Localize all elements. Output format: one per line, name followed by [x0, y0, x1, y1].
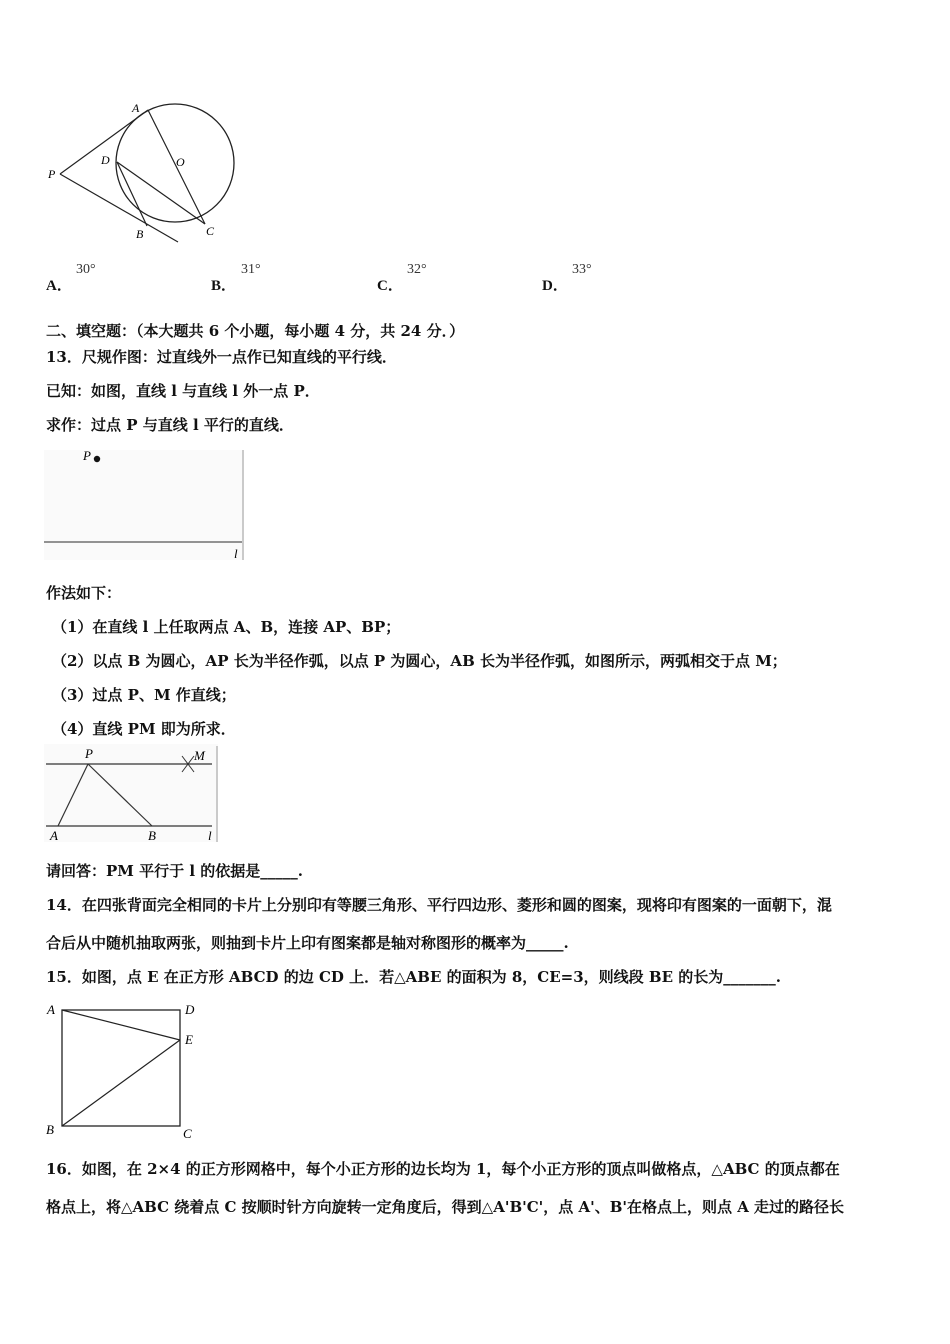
label-d: D [101, 153, 110, 167]
section-heading: 二、填空题：（本大题共 6 个小题，每小题 4 分，共 24 分．） [46, 322, 465, 340]
segment-db [117, 162, 147, 226]
option-value: 33° [572, 262, 592, 277]
option-value: 31° [241, 262, 261, 277]
label-p: P [48, 167, 56, 181]
label-b: B [136, 227, 144, 241]
q13-task: 求作：过点 P 与直线 l 平行的直线． [46, 416, 294, 434]
option-letter: B． [211, 278, 237, 294]
q13-answer-prompt: 请回答：PM 平行于 l 的依据是_____. [46, 862, 303, 880]
label-l: l [208, 828, 212, 843]
q16-line2: 格点上，将△ABC 绕着点 C 按顺时针方向旋转一定角度后，得到△A'B'C'，点 A'、B'在格点上，则点 A 走过的路径长 [46, 1198, 845, 1216]
q15-square-figure [42, 998, 204, 1144]
q13-figure-point-line [44, 446, 248, 562]
label-e: E [185, 1032, 193, 1047]
option-letter: A． [46, 278, 72, 294]
option-value: 30° [76, 262, 96, 277]
step-4: （4）直线 PM 即为所求． [52, 720, 236, 738]
label-a: A [50, 828, 58, 843]
step-2: （2）以点 B 为圆心，AP 长为半径作弧，以点 P 为圆心，AB 长为半径作弧，如图所示，两弧相交于点 M； [52, 652, 787, 670]
q13-figure-construction [44, 744, 222, 844]
circle-tangent-figure [40, 98, 250, 248]
q15-text: 15．如图，点 E 在正方形 ABCD 的边 CD 上．若△ABE 的面积为 8，CE=3，则线段 BE 的长为_______. [46, 968, 781, 986]
segment-ae [62, 1010, 180, 1040]
label-a: A [47, 1002, 55, 1017]
option-value: 32° [407, 262, 427, 277]
square-abcd [62, 1010, 180, 1126]
label-a: A [132, 101, 140, 115]
method-heading: 作法如下： [46, 584, 122, 602]
option-letter: C． [377, 278, 403, 294]
label-b: B [46, 1122, 54, 1137]
point-p-dot [94, 456, 100, 462]
label-c: C [183, 1126, 192, 1141]
q14-line1: 14．在四张背面完全相同的卡片上分别印有等腰三角形、平行四边形、菱形和圆的图案，现将印有图案的一面朝下，混 [46, 896, 832, 914]
label-o: O [176, 155, 185, 169]
segment-pb [60, 174, 178, 242]
q16-line1: 16．如图，在 2×4 的正方形网格中，每个小正方形的边长均为 1，每个小正方形的顶点叫做格点，△ABC 的顶点都在 [46, 1160, 840, 1178]
option-letter: D． [542, 278, 568, 294]
label-p: P [83, 448, 91, 463]
label-p: P [85, 746, 93, 761]
q14-line2: 合后从中随机抽取两张，则抽到卡片上印有图案都是轴对称图形的概率为_____. [46, 934, 569, 952]
step-3: （3）过点 P、M 作直线； [52, 686, 236, 704]
label-l: l [234, 546, 238, 561]
label-b: B [148, 828, 156, 843]
label-d: D [185, 1002, 195, 1017]
step-1: （1）在直线 l 上任取两点 A、B，连接 AP、BP； [52, 618, 401, 636]
label-c: C [206, 224, 215, 238]
q13-known: 已知：如图，直线 l 与直线 l 外一点 P． [46, 382, 320, 400]
q13-title: 13．尺规作图：过直线外一点作已知直线的平行线． [46, 348, 397, 366]
label-m: M [194, 748, 205, 763]
segment-be [62, 1040, 180, 1126]
